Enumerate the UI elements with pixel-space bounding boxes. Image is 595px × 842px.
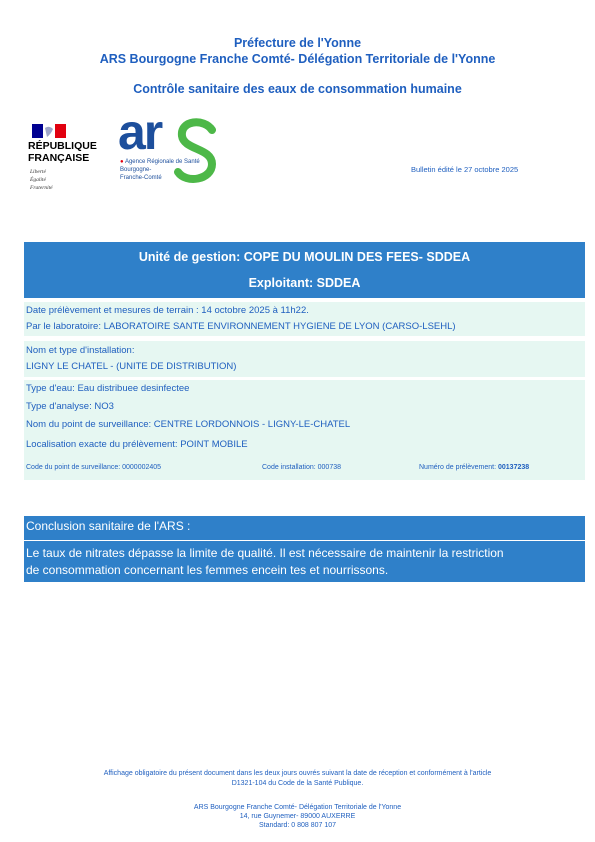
unit-gestion: Unité de gestion: COPE DU MOULIN DES FEES- SDDEA: [138, 250, 471, 264]
rf-motto-2: Égalité: [30, 177, 46, 183]
sampling-section: [24, 302, 585, 336]
ars-subtitle-1: ● Agence Régionale de Santé: [120, 159, 200, 165]
installation-code: Code installation: 000738: [262, 464, 342, 471]
analysis-type: Type d'analyse: NO3: [26, 401, 114, 412]
surveillance-point: Nom du point de surveillance: CENTRE LORDONNOIS - LIGNY-LE-CHATEL: [26, 419, 351, 430]
rf-line2: FRANÇAISE: [28, 152, 90, 164]
exploitant: Exploitant: SDDEA: [248, 276, 361, 290]
laboratory: Par le laboratoire: LABORATOIRE SANTE ENVIRONNEMENT HYGIENE DE LYON (CARSO-LSEHL): [26, 321, 456, 332]
ars-subtitle-2: Bourgogne-: [120, 167, 152, 173]
prefecture-title: Préfecture de l'Yonne: [233, 36, 362, 50]
rf-line1: RÉPUBLIQUE: [28, 140, 97, 152]
bulletin-date: Bulletin édité le 27 octobre 2025: [411, 165, 519, 174]
sampling-date: Date prélèvement et mesures de terrain : 14 octobre 2025 à 11h22.: [26, 305, 309, 316]
conclusion-title: Conclusion sanitaire de l'ARS :: [26, 519, 191, 533]
rf-motto-1: Liberté: [30, 169, 46, 175]
surveillance-point-code: Code du point de surveillance: 0000002405: [26, 464, 162, 471]
republique-francaise-logo: [28, 124, 118, 204]
unit-header-box: [24, 242, 585, 298]
footer-phone: Standard: 0 808 807 107: [258, 822, 337, 829]
conclusion-line-1: Le taux de nitrates dépasse la limite de qualité. Il est nécessaire de maintenir la restriction: [26, 546, 504, 560]
installation-label: Nom et type d'installation:: [26, 345, 135, 356]
sampling-location: Localisation exacte du prélèvement: POINT MOBILE: [26, 439, 248, 450]
rf-motto-3: Fraternité: [30, 185, 53, 191]
sample-number-value: 00137238: [498, 464, 530, 471]
installation-section: [24, 341, 585, 377]
marianne-flag-icon: [32, 124, 66, 138]
installation-value: LIGNY LE CHATEL - (UNITE DE DISTRIBUTION): [26, 361, 237, 372]
document-title: Contrôle sanitaire des eaux de consommation humaine: [133, 82, 462, 96]
footer-notice-2: D1321-104 du Code de la Santé Publique.: [231, 780, 364, 787]
ars-delegation-title: ARS Bourgogne Franche Comté- Délégation Territoriale de l'Yonne: [99, 52, 496, 66]
conclusion-line-2: de consommation concernant les femmes encein tes et nourrissons.: [26, 563, 389, 577]
footer-address-2: 14, rue Guynemer- 89000 AUXERRE: [239, 813, 356, 820]
ars-subtitle-3: Franche-Comté: [120, 175, 162, 181]
conclusion-box: [24, 516, 585, 582]
sample-number: Numéro de prélèvement: 00137238: [419, 464, 530, 471]
details-section: [24, 380, 585, 480]
water-type: Type d'eau: Eau distribuee desinfectee: [26, 383, 190, 394]
conclusion-divider: [24, 540, 585, 541]
ars-logo: ar ● Agence Régionale de Santé Bourgogne- Franche-Comté: [118, 116, 228, 192]
footer-notice-1: Affichage obligatoire du présent document dans les deux jours ouvrés suivant la date de réception et conformément à l'article: [103, 770, 492, 777]
footer-address-1: ARS Bourgogne Franche Comté- Délégation Territoriale de l'Yonne: [193, 804, 402, 811]
